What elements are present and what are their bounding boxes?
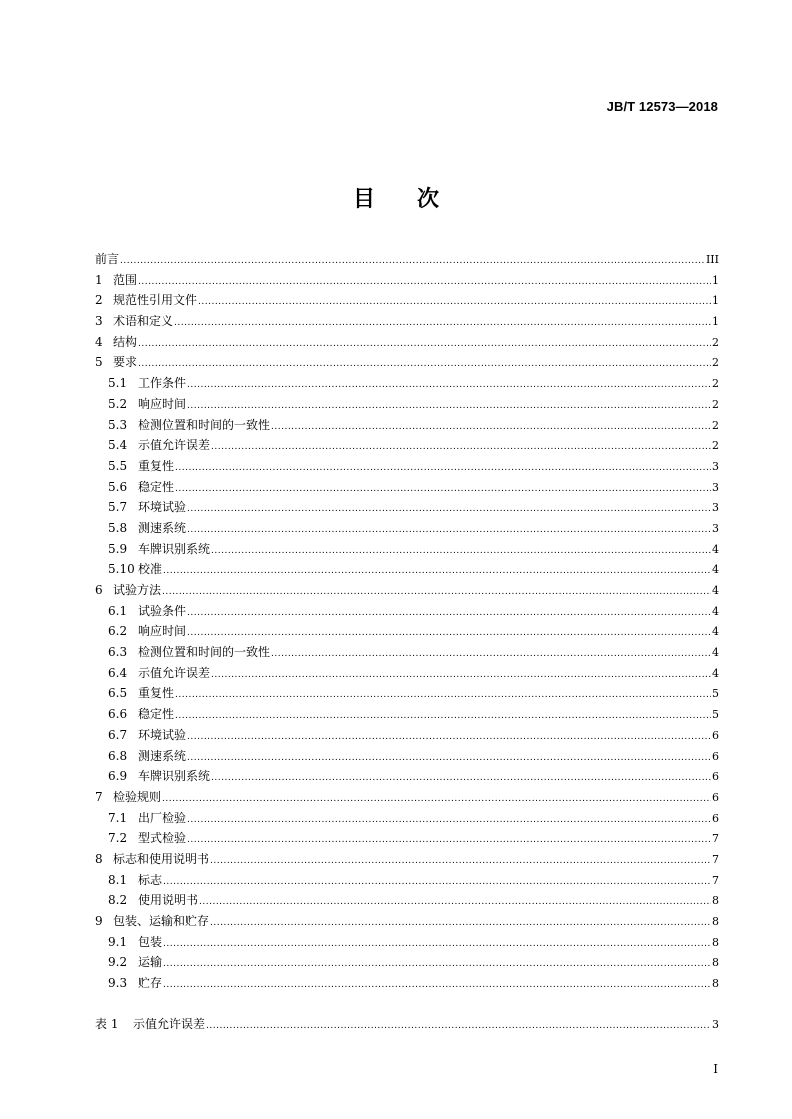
toc-entry[interactable]	[95, 311, 719, 332]
toc-entry-page: 2	[712, 439, 719, 453]
toc-entry[interactable]	[95, 870, 719, 891]
toc-entry-page: 6	[712, 790, 719, 804]
toc-entry[interactable]	[95, 415, 719, 436]
toc-entry-page: 5	[712, 708, 719, 722]
toc-leader-dots	[175, 458, 711, 479]
toc-entry-label: 运输	[138, 955, 163, 970]
toc-entry-number: 1	[95, 272, 103, 287]
toc-leader-dots	[187, 396, 711, 417]
toc-entry-number: 7.2	[108, 831, 128, 846]
toc-entry-page: 8	[712, 894, 719, 908]
toc-entry-label: 包装、运输和贮存	[113, 914, 210, 928]
toc-entry-number: 9.2	[108, 955, 128, 970]
toc-entry-label: 检验规则	[113, 789, 162, 804]
toc-leader-dots	[175, 685, 711, 706]
toc-leader-dots	[211, 437, 711, 458]
toc-entry[interactable]	[95, 559, 719, 580]
toc-entry[interactable]	[95, 932, 719, 953]
toc-entry-page: 3	[712, 480, 719, 494]
toc-entry[interactable]	[95, 518, 719, 539]
title-char: 目	[352, 187, 375, 212]
toc-entry[interactable]	[95, 663, 719, 684]
toc-leader-dots	[163, 872, 711, 893]
toc-entry-page: 4	[712, 625, 719, 639]
toc-entry-label: 示值允许误差	[133, 1016, 206, 1031]
toc-entry-number: 6.2	[108, 624, 128, 639]
toc-entry-page: 8	[712, 956, 719, 970]
standard-code: JB/T 12573—2018	[606, 99, 718, 114]
toc-entry-number: 6.7	[108, 727, 128, 742]
toc-entry-page: 3	[712, 521, 719, 535]
toc-leader-dots	[271, 644, 711, 665]
toc-entry-label: 重复性	[138, 458, 175, 473]
toc-entry[interactable]	[95, 787, 719, 808]
toc-leader-dots	[174, 313, 711, 334]
toc-entry-number: 5.8	[108, 520, 128, 535]
toc-entry-number: 7	[95, 789, 103, 804]
toc-entry-label: 示值允许误差	[138, 438, 211, 453]
toc-entry-label: 型式检验	[138, 831, 187, 846]
toc-entry-number: 6	[95, 583, 103, 597]
toc-leader-dots	[187, 810, 711, 831]
toc-entry-page: 1	[712, 294, 719, 308]
toc-entry-number: 6.6	[108, 707, 128, 722]
toc-entry-number: 5.1	[108, 376, 128, 391]
toc-entry-page: 3	[712, 1017, 719, 1031]
toc-leader-dots	[187, 603, 711, 624]
toc-entry[interactable]	[95, 766, 719, 787]
toc-entry-number: 8.2	[108, 893, 128, 908]
toc-entry-page: 6	[712, 811, 719, 825]
toc-entry-page: 4	[712, 563, 719, 577]
toc-entry-label: 试验方法	[113, 583, 162, 597]
toc-entry[interactable]	[95, 808, 719, 829]
toc-entry[interactable]	[95, 580, 719, 601]
toc-entry[interactable]	[95, 642, 719, 663]
toc-entry-number: 6.9	[108, 769, 128, 784]
toc-entry[interactable]	[95, 828, 719, 849]
toc-leader-dots	[187, 748, 711, 769]
toc-entry-label: 试验条件	[138, 603, 187, 618]
toc-entry-number: 4	[95, 334, 103, 349]
toc-entry-label: 车牌识别系统	[138, 541, 211, 556]
toc-leader-dots	[206, 1016, 711, 1037]
toc-entry-label: 前言	[95, 252, 120, 266]
toc-entry-number: 8	[95, 851, 103, 866]
toc-leader-dots	[163, 934, 711, 955]
toc-entry[interactable]	[95, 621, 719, 642]
toc-leader-dots	[138, 354, 711, 375]
toc-entry-page: 4	[712, 646, 719, 660]
toc-entry-number: 9	[95, 914, 103, 928]
toc-entry-number: 5.2	[108, 396, 128, 411]
toc-entry-page: 7	[712, 852, 719, 866]
toc-entry-page: 2	[712, 397, 719, 411]
toc-leader-dots	[187, 499, 711, 520]
table-of-contents	[95, 249, 719, 1034]
page-number: I	[713, 1062, 718, 1076]
toc-leader-dots	[187, 830, 711, 851]
toc-entry-number: 6.4	[108, 665, 128, 680]
toc-entry-number: 6.8	[108, 748, 128, 763]
toc-leader-dots	[120, 251, 705, 272]
toc-leader-dots	[210, 851, 711, 872]
toc-entry[interactable]	[95, 435, 719, 456]
toc-entry-page: 6	[712, 770, 719, 784]
toc-leader-dots	[138, 272, 711, 293]
toc-entry-label: 车牌识别系统	[138, 769, 211, 784]
toc-leader-dots	[162, 789, 711, 810]
toc-entry-number: 表 1	[95, 1016, 119, 1031]
toc-entry[interactable]	[95, 249, 719, 270]
toc-entry-page: 2	[712, 335, 719, 349]
toc-entry[interactable]	[95, 332, 719, 353]
toc-entry-label: 工作条件	[138, 376, 187, 391]
toc-entry-label: 包装	[138, 934, 163, 949]
toc-entry-page: 6	[712, 728, 719, 742]
toc-leader-dots	[187, 623, 711, 644]
toc-entry-label: 校准	[138, 562, 163, 577]
toc-leader-dots	[211, 768, 711, 789]
toc-entry-number: 5.3	[108, 417, 128, 432]
toc-leader-dots	[138, 334, 711, 355]
toc-entry[interactable]	[95, 477, 719, 498]
toc-entry[interactable]	[95, 849, 719, 870]
toc-entry-label: 测速系统	[138, 748, 187, 763]
toc-entry-number: 5.7	[108, 500, 128, 515]
toc-entry[interactable]	[95, 746, 719, 767]
toc-entry[interactable]	[95, 270, 719, 291]
toc-entry-number: 3	[95, 314, 103, 329]
toc-entry-number: 5.9	[108, 541, 128, 556]
toc-entry-page: 6	[712, 749, 719, 763]
toc-entry-page: 1	[712, 273, 719, 287]
toc-entry-number: 7.1	[108, 810, 128, 825]
toc-entry[interactable]	[95, 911, 719, 932]
toc-leader-dots	[175, 479, 711, 500]
toc-entry-number: 5	[95, 355, 103, 370]
toc-entry-page: III	[705, 253, 719, 266]
toc-entry-number: 6.1	[108, 603, 128, 618]
toc-entry-page: 5	[712, 687, 719, 701]
toc-entry[interactable]	[95, 394, 719, 415]
toc-entry-page: 2	[712, 356, 719, 370]
toc-entry-label: 标志	[138, 872, 163, 887]
toc-leader-dots	[199, 892, 711, 913]
toc-leader-dots	[198, 292, 711, 313]
toc-leader-dots	[175, 706, 711, 727]
toc-leader-dots	[271, 417, 711, 438]
toc-entry-page: 8	[712, 915, 719, 928]
toc-entry-page: 8	[712, 935, 719, 949]
toc-entry-page: 4	[712, 666, 719, 680]
toc-entry-page: 4	[712, 584, 719, 597]
toc-entry-page: 3	[712, 459, 719, 473]
toc-leader-dots	[211, 665, 711, 686]
toc-entry-number: 6.3	[108, 645, 128, 660]
toc-entry-label: 术语和定义	[113, 314, 174, 329]
toc-entry-number: 5.6	[108, 479, 128, 494]
toc-entry-label: 结构	[113, 334, 138, 349]
toc-entry-label: 重复性	[138, 686, 175, 701]
toc-entry-number: 5.10	[108, 562, 135, 577]
toc-entry-page: 7	[712, 873, 719, 887]
toc-entry[interactable]	[95, 683, 719, 704]
toc-leader-dots	[163, 975, 711, 996]
toc-leader-dots	[163, 954, 711, 975]
toc-leader-dots	[187, 375, 711, 396]
toc-entry-label: 环境试验	[138, 727, 187, 742]
toc-entry-page: 4	[712, 604, 719, 618]
toc-entry[interactable]	[95, 373, 719, 394]
toc-entry-number: 9.3	[108, 976, 128, 991]
toc-leader-dots	[163, 561, 711, 582]
toc-entry-label: 示值允许误差	[138, 665, 211, 680]
toc-entry-label: 贮存	[138, 976, 163, 991]
toc-entry[interactable]	[95, 973, 719, 994]
toc-entry[interactable]	[95, 725, 719, 746]
toc-leader-dots	[187, 727, 711, 748]
toc-entry[interactable]	[95, 497, 719, 518]
toc-entry[interactable]	[95, 539, 719, 560]
toc-entry-label: 响应时间	[138, 396, 187, 411]
toc-entry[interactable]	[95, 890, 719, 911]
toc-leader-dots	[162, 582, 711, 603]
toc-entry-label: 环境试验	[138, 500, 187, 515]
toc-entry-page: 1	[712, 315, 719, 329]
title-char: 次	[417, 187, 440, 212]
toc-entry-number: 8.1	[108, 872, 128, 887]
toc-entry-label: 测速系统	[138, 520, 187, 535]
toc-entry[interactable]	[95, 1014, 719, 1035]
toc-entry-label: 稳定性	[138, 479, 175, 494]
toc-entry-page: 3	[712, 501, 719, 515]
page-title	[0, 182, 792, 213]
toc-entry[interactable]	[95, 456, 719, 477]
toc-entry-number: 5.5	[108, 458, 128, 473]
toc-entry-label: 范围	[113, 272, 138, 287]
toc-entry[interactable]	[95, 952, 719, 973]
toc-entry-page: 7	[712, 832, 719, 846]
toc-entry[interactable]	[95, 352, 719, 373]
toc-entry-label: 稳定性	[138, 707, 175, 722]
toc-entry[interactable]	[95, 290, 719, 311]
toc-entry-page: 8	[712, 977, 719, 991]
toc-entry-label: 检测位置和时间的一致性	[138, 645, 271, 660]
toc-entry-label: 标志和使用说明书	[113, 851, 210, 866]
toc-entry-page: 4	[712, 542, 719, 556]
toc-entry-page: 2	[712, 418, 719, 432]
toc-leader-dots	[187, 520, 711, 541]
toc-entry-number: 6.5	[108, 686, 128, 701]
toc-leader-dots	[211, 541, 711, 562]
toc-entry-label: 使用说明书	[138, 893, 199, 908]
toc-leader-dots	[210, 913, 711, 934]
toc-entry-label: 规范性引用文件	[113, 293, 198, 308]
toc-entry-label: 检测位置和时间的一致性	[138, 417, 271, 432]
toc-entry[interactable]	[95, 704, 719, 725]
toc-entry-label: 要求	[113, 355, 138, 370]
toc-entry-page: 2	[712, 377, 719, 391]
toc-entry-number: 9.1	[108, 934, 128, 949]
toc-entry-number: 5.4	[108, 438, 128, 453]
toc-entry-label: 出厂检验	[138, 810, 187, 825]
toc-entry[interactable]	[95, 601, 719, 622]
toc-entry-label: 响应时间	[138, 624, 187, 639]
toc-entry-number: 2	[95, 293, 103, 308]
